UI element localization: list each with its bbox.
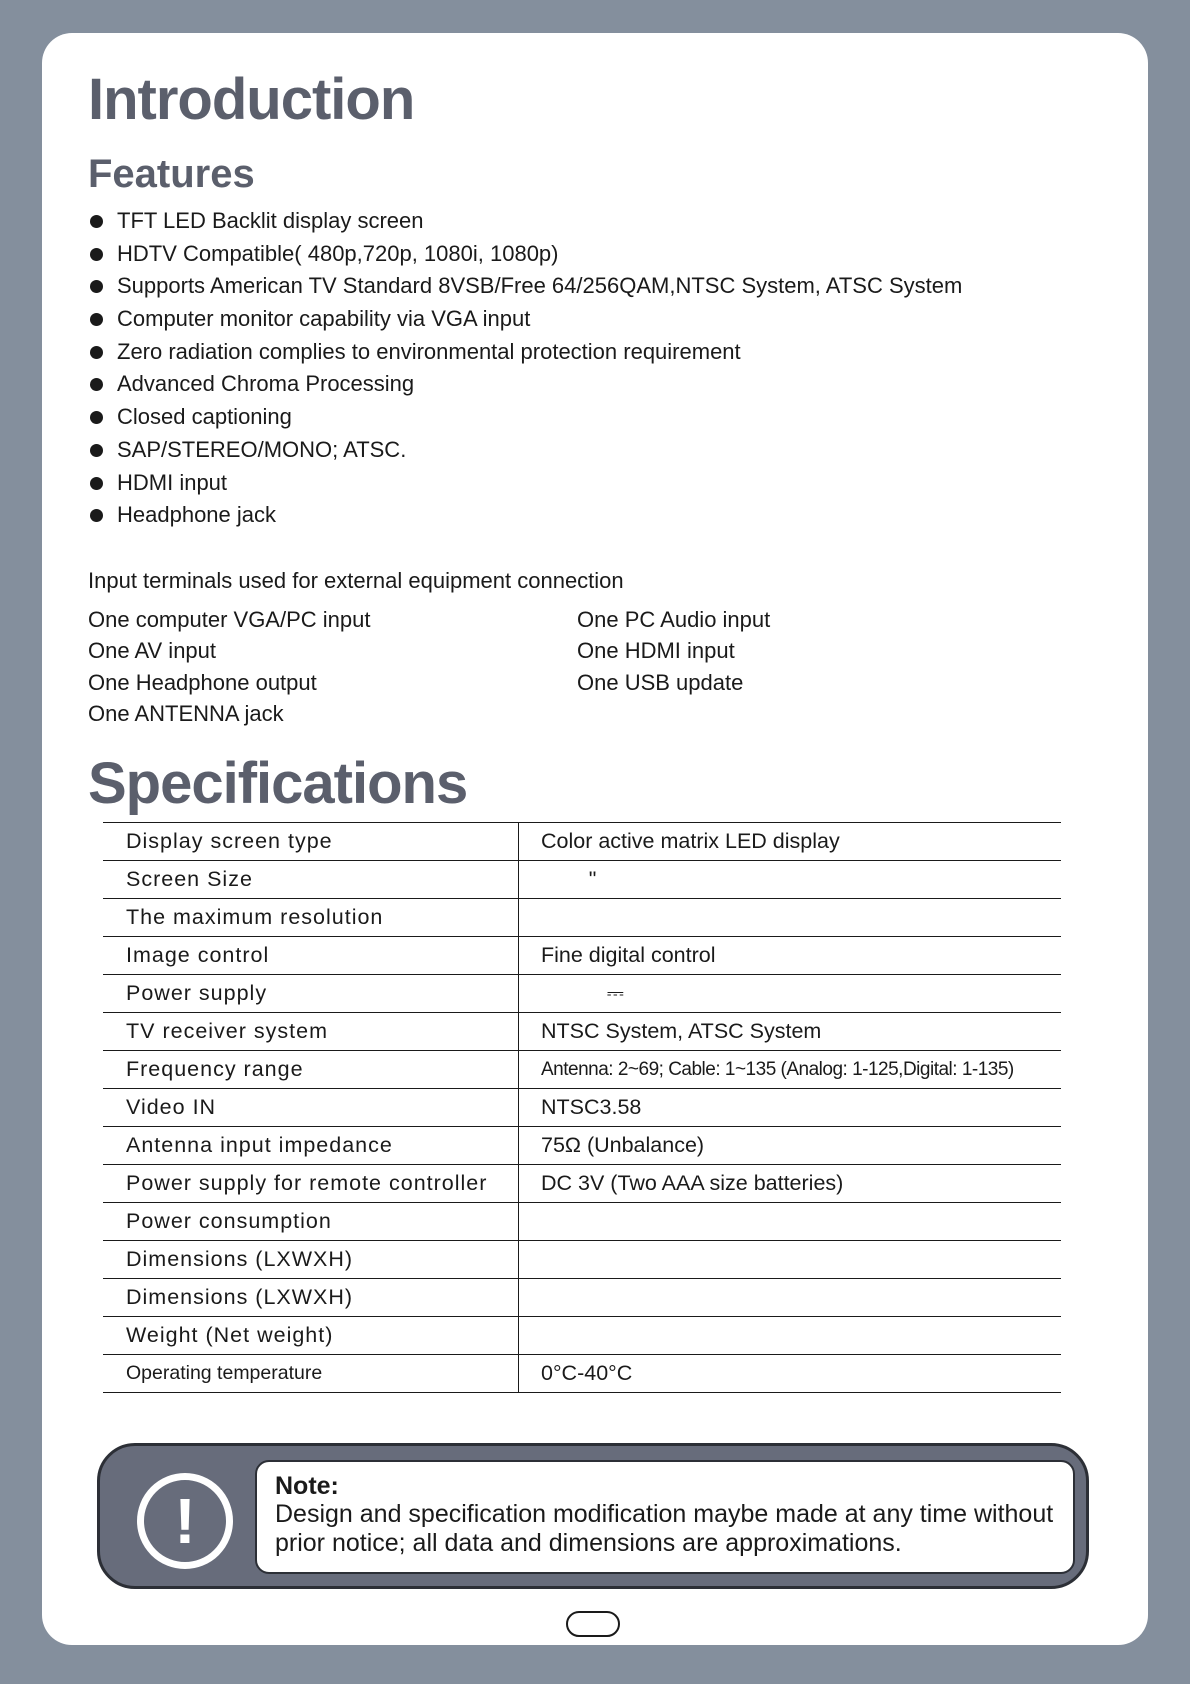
table-row <box>103 1127 1061 1165</box>
table-row <box>103 1241 1061 1279</box>
spec-key: Dimensions (LXWXH) <box>103 1279 519 1317</box>
bullet-icon <box>90 411 103 424</box>
terminals-right-list <box>577 604 770 698</box>
spec-value <box>519 1203 1062 1241</box>
table-row <box>103 1203 1061 1241</box>
table-row <box>103 899 1061 937</box>
table-row <box>103 861 1061 899</box>
bullet-icon <box>90 346 103 359</box>
note-box <box>255 1460 1075 1574</box>
table-row <box>103 937 1061 975</box>
bullet-icon <box>90 313 103 326</box>
note-text-line: prior notice; all data and dimensions are approximations. <box>275 1529 902 1557</box>
spec-value <box>519 1317 1062 1355</box>
spec-value <box>519 1279 1062 1317</box>
note-text-line: Design and specification modification maybe made at any time without <box>275 1500 1054 1528</box>
table-row <box>103 1165 1061 1203</box>
spec-value: Fine digital control <box>519 937 1062 975</box>
spec-value: ⎓ <box>519 975 1062 1013</box>
terminal-item: One Headphone output <box>88 669 317 695</box>
bullet-icon <box>90 509 103 522</box>
terminal-item: One HDMI input <box>577 638 735 664</box>
terminal-item: One ANTENNA jack <box>88 700 284 726</box>
spec-value <box>519 899 1062 937</box>
spec-key: The maximum resolution <box>103 899 519 937</box>
page-number <box>566 1611 620 1637</box>
specifications-table <box>103 822 1061 1393</box>
spec-value: NTSC3.58 <box>519 1089 1062 1127</box>
table-row <box>103 1013 1061 1051</box>
specifications-heading: Specifications <box>88 751 468 816</box>
note-panel <box>97 1443 1089 1589</box>
table-row <box>103 1317 1061 1355</box>
bullet-icon <box>90 248 103 261</box>
terminal-item: One USB update <box>577 669 744 695</box>
table-row <box>103 1279 1061 1317</box>
feature-item: Computer monitor capability via VGA input <box>88 303 962 336</box>
terminals-intro: Input terminals used for external equipment connection <box>88 568 624 593</box>
spec-key: Frequency range <box>103 1051 519 1089</box>
spec-key: Display screen type <box>103 823 519 861</box>
spec-value: DC 3V (Two AAA size batteries) <box>519 1165 1062 1203</box>
bullet-icon <box>90 444 103 457</box>
spec-value: Antenna: 2~69; Cable: 1~135 (Analog: 1-125,Digital: 1-135) <box>519 1051 1062 1089</box>
spec-value: NTSC System, ATSC System <box>519 1013 1062 1051</box>
table-row <box>103 1355 1061 1393</box>
table-row <box>103 1089 1061 1127</box>
spec-key: Weight (Net weight) <box>103 1317 519 1355</box>
bullet-icon <box>90 215 103 228</box>
exclamation-icon: ! <box>137 1473 233 1569</box>
spec-key: Video IN <box>103 1089 519 1127</box>
spec-key: TV receiver system <box>103 1013 519 1051</box>
bullet-icon <box>90 280 103 293</box>
feature-item: Supports American TV Standard 8VSB/Free 64/256QAM,NTSC System, ATSC System <box>88 270 962 303</box>
table-row <box>103 823 1061 861</box>
spec-key: Power consumption <box>103 1203 519 1241</box>
page-title: Introduction <box>88 67 415 132</box>
feature-item: HDTV Compatible( 480p,720p, 1080i, 1080p) <box>88 238 962 271</box>
spec-key: Power supply <box>103 975 519 1013</box>
feature-item: HDMI input <box>88 467 962 500</box>
features-heading: Features <box>88 152 255 196</box>
table-row <box>103 1051 1061 1089</box>
spec-value: 0°C-40°C <box>519 1355 1062 1393</box>
terminal-item: One computer VGA/PC input <box>88 607 371 632</box>
terminal-item: One PC Audio input <box>577 607 771 632</box>
feature-item: Headphone jack <box>88 499 962 532</box>
spec-key: Antenna input impedance <box>103 1127 519 1165</box>
spec-key: Image control <box>103 937 519 975</box>
spec-key: Operating temperature <box>103 1355 519 1393</box>
feature-item: Closed captioning <box>88 401 962 434</box>
bullet-icon <box>90 378 103 391</box>
bullet-icon <box>90 477 103 490</box>
spec-value: Color active matrix LED display <box>519 823 1062 861</box>
feature-item: TFT LED Backlit display screen <box>88 205 962 238</box>
feature-item: SAP/STEREO/MONO; ATSC. <box>88 434 962 467</box>
feature-item: Zero radiation complies to environmental protection requirement <box>88 336 962 369</box>
note-title: Note: <box>275 1472 339 1500</box>
spec-value <box>519 1241 1062 1279</box>
spec-key: Screen Size <box>103 861 519 899</box>
spec-value: 75Ω (Unbalance) <box>519 1127 1062 1165</box>
terminals-left-list <box>88 604 370 729</box>
spec-value: " <box>519 861 1062 899</box>
spec-key: Power supply for remote controller <box>103 1165 519 1203</box>
features-list <box>88 205 962 532</box>
table-row <box>103 975 1061 1013</box>
feature-item: Advanced Chroma Processing <box>88 368 962 401</box>
spec-key: Dimensions (LXWXH) <box>103 1241 519 1279</box>
terminal-item: One AV input <box>88 638 217 664</box>
